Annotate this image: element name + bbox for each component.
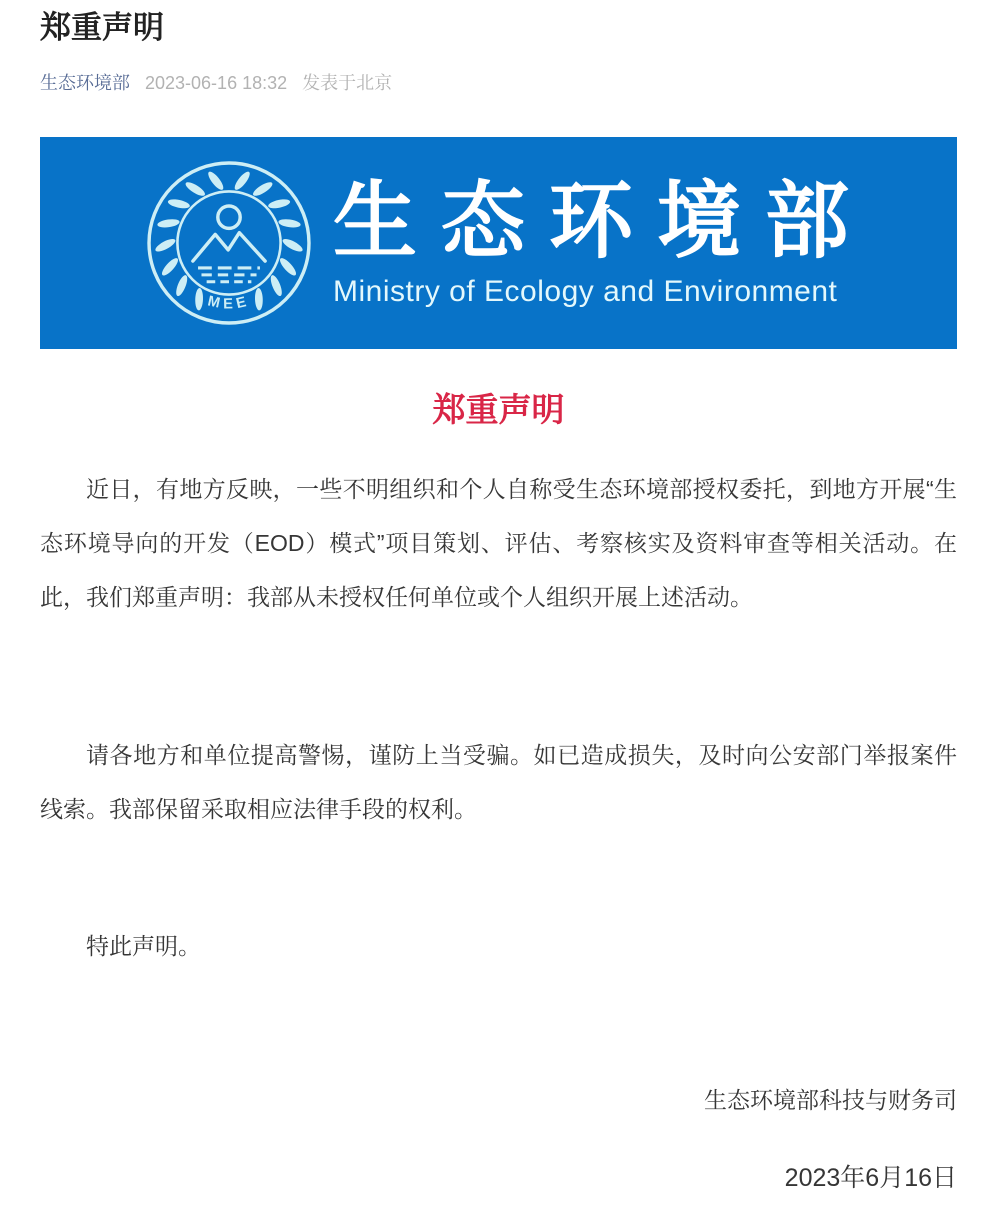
article-title: 郑重声明	[40, 10, 164, 45]
svg-text:MEE	[206, 293, 252, 312]
mee-logo-text: MEE	[206, 293, 252, 313]
statement-paragraph-2: 请各地方和单位提高警惕，谨防上当受骗。如已造成损失，及时向公安部门举报案件线索。我部保留采取相应法律手段的权利。	[40, 742, 957, 822]
statement-closing: 特此声明。	[86, 933, 201, 959]
account-name-link[interactable]: 生态环境部	[40, 73, 130, 93]
mee-banner-image[interactable]	[40, 137, 957, 349]
banner-org-name-en: Ministry of Ecology and Environment	[333, 275, 838, 308]
banner-org-name-cn: 生态环境部	[333, 174, 874, 268]
statement-date: 2023年6月16日	[784, 1164, 957, 1192]
byline	[40, 70, 957, 96]
publish-time: 2023-06-16 18:32	[145, 73, 288, 93]
mee-logo-icon	[143, 157, 315, 329]
statement-signature: 生态环境部科技与财务司	[704, 1087, 957, 1113]
publish-location: 发表于北京	[302, 73, 393, 93]
banner-text	[333, 174, 874, 309]
statement-heading: 郑重声明	[432, 391, 565, 428]
statement-paragraph-1: 近日，有地方反映，一些不明组织和个人自称受生态环境部授权委托，到地方开展“生态环境导向的开发（EOD）模式”项目策划、评估、考察核实及资料审查等相关活动。在此，我们郑重声明：我部从未授权任何单位或个人组织开展上述活动。	[40, 476, 957, 610]
